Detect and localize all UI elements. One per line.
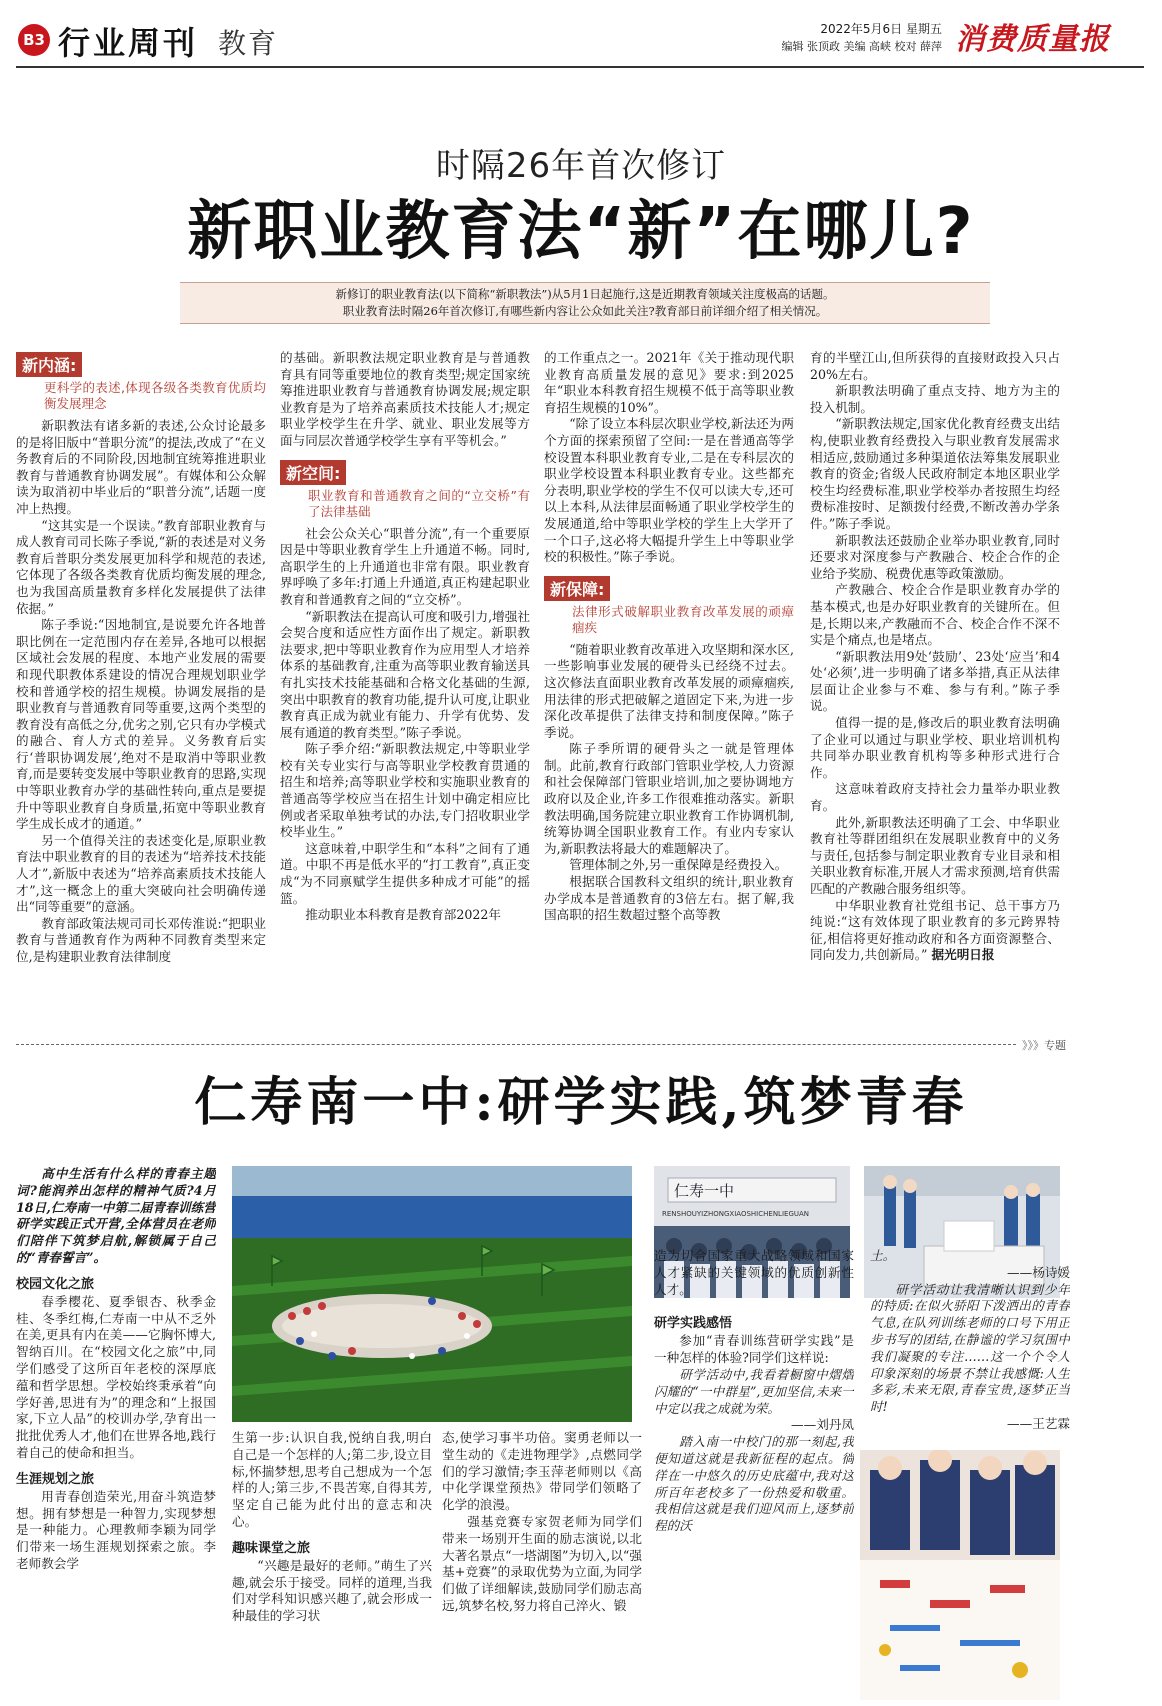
article1-lead-line2: 职业教育法时隔26年首次修订,有哪些新内容让公众如此关注?教育部日前详细介绍了相关情况。 [342,304,828,318]
paragraph: 态,使学习事半功倍。窦勇老师以一堂生动的《走进物理学》,点燃同学们的学习激情;李玉萍老师则以《高中化学课堂预热》带同学们领略了化学的浪漫。 [442,1430,642,1513]
paragraph: 值得一提的是,修改后的职业教育法明确了企业可以通过与职业学校、职业培训机构共同举办职业教育机构等多种形式进行合作。 [810,715,1060,780]
paragraph: 参加“青春训练营研学实践”是一种怎样的体验?同学们这样说: [654,1333,854,1366]
section-label: 新内涵: [16,352,82,377]
paragraph: 推动职业本科教育是教育部2022年 [305,907,501,923]
section-label: 新保障: [544,576,610,601]
photo-students-signing-banner [860,1450,1060,1700]
masthead [0,0,1162,70]
section-subtitle: 更科学的表述,体现各级各类教育优质均衡发展理念 [44,380,266,411]
article1-column-2 [280,350,530,1020]
quote-signature: ——刘丹凤 [791,1417,854,1433]
student-quote: 研学活动中,我看着橱窗中熠熠闪耀的“一中群星”,更加坚信,未来一中定以我之成就为荣。 [654,1366,854,1416]
paragraph: 新职教法明确了重点支持、地方为主的投入机制。 [810,383,1060,415]
paragraph: 新职教法还鼓励企业举办职业教育,同时还要求对深度参与产教融合、校企合作的企业给予奖励、税费优惠等政策激励。 [810,532,1060,581]
column-subsection: 教育 [218,27,279,60]
article1-column-1 [16,350,266,1020]
photo-group-on-field [232,1166,632,1422]
article1-column-4 [810,350,1060,1020]
student-quote: 踏入南一中校门的那一刻起,我便知道这就是我新征程的起点。徜徉在一中悠久的历史底蕴中,我对这所百年老校多了一份热爱和敬重。我相信这就是我们迎风而上,逐梦前程的沃 [654,1434,854,1534]
section-heading-new-space [280,460,530,520]
article1-lead-line1: 新修订的职业教育法(以下简称“新职教法”)从5月1日起施行,这是近期教育领域关注度极高的话题。 [335,287,835,301]
article2-column-3 [442,1430,642,1696]
section-heading-new-guarantee [544,576,794,636]
masthead-divider [16,66,1144,68]
field-photo-illustration [232,1166,632,1422]
subheading-career-planning: 生涯规划之旅 [16,1471,95,1487]
article1-column-3 [544,350,794,1020]
svg-text:RENSHOUYIZHONGXIAOSHICHENLIEGU: RENSHOUYIZHONGXIAOSHICHENLIEGUAN [662,1210,810,1218]
paragraph: 另一个值得关注的表述变化是,原职业教育法中职业教育的目的表述为“培养技术技能人才”,新版中表述为“培养高素质技术技能人才”,这一概念上的重大突破向社会明确传递出“同等重要”的意涵。 [16,832,266,915]
paragraph: “新职教法在提高认可度和吸引力,增强社会契合度和适应性方面作出了规定。新职教法要求,把中等职业教育作为应用型人才培养体系的基础教育,注重为高等职业教育输送具有扎实技术技能基础和合格文化基础的生源,突出中职教育的教育功能,提升认可度,让职业教育真正成为就业有能力、升学有优势、发展有通道的教育类型。”陈子季说。 [280,608,530,740]
article2-column-1 [16,1166,216,1696]
article2-column-4 [654,1248,854,1696]
paragraph-text: 中华职业教育社党组书记、总干事方乃纯说:“这有效体现了职业教育的多元跨界特征,相信将更好推动政府和各方面资源整合、同向发力,共创新局。” [810,897,1060,963]
paragraph: 新职教法有诸多新的表述,公众讨论最多的是将旧版中“普职分流”的提法,改成了“在义务教育后的不同阶段,因地制宜统筹推进职业教育与普通教育协调发展”。有媒体和公众解读为取消初中毕业后的“职普分流”,话题一度冲上热搜。 [16,418,266,516]
paragraph: 造为切合国家重大战略领域和国家人才紧缺的关键领域的优质创新性人才。 [654,1248,854,1297]
paragraph: 教育部政策法规司司长邓传淮说:“把职业教育与普通教育作为两种不同教育类型来定位,是构建职业教育法律制度 [16,915,266,964]
paragraph: 此外,新职教法还明确了工会、中华职业教育社等群团组织在发展职业教育中的义务与责任,包括参与制定职业教育专业目录和相关职业教育标准,开展人才需求预测,培育供需匹配的产教融合服务组织等。 [810,814,1060,896]
quote-signature: ——王艺霖 [1007,1415,1070,1431]
section-subtitle: 职业教育和普通教育之间的“立交桥”有了法律基础 [308,487,530,519]
column-name: 行业周刊 [58,24,199,62]
paragraph: 根据联合国教科文组织的统计,职业教育办学成本是普通教育的3倍左右。据了解,我国高职的招生数超过整个高等教 [544,874,794,923]
paragraph: 社会公众关心“职普分流”,有一个重要原因是中等职业教育学生上升通道不畅。同时,高职学生的上升通道也非常有限。职业教育界呼唤了多年:打通上升通道,真正构建起职业教育和普通教育之间的“立交桥”。 [280,525,530,607]
section-label: 新空间: [280,460,346,485]
paragraph: “随着职业教育改革进入攻坚期和深水区,一些影响事业发展的硬骨头已经绕不过去。这次修法直面职业教育改革发展的顽瘴痼疾,用法律的形式把破解之道固定下来,为进一步深化改革提供了法律支持和制度保障。”陈子季说。 [544,641,794,740]
article2-column-2 [232,1430,432,1696]
article2-column-5 [870,1248,1070,1448]
article2-headline: 仁寿南一中:研学实践,筑梦青春 [194,1072,968,1133]
svg-text:仁寿一中: 仁寿一中 [674,1182,735,1200]
paragraph: 用青春创造荣光,用奋斗筑造梦想。拥有梦想是一种智力,实现梦想是一种能力。心理教师李颖为同学们带来一场生涯规划探索之旅。李老师教会学 [16,1488,216,1571]
article1-kicker: 时隔26年首次修订 [435,146,727,186]
paragraph: 这意味着政府支持社会力量举办职业教育。 [810,781,1060,814]
editor-credits: 编辑 张顶政 美编 高峡 校对 薛萍 [781,40,942,53]
paragraph: “新职教法规定,国家优化教育经费支出结构,使职业教育经费投入与职业教育发展需求相适应,鼓励通过多种渠道依法筹集发展职业教育的资金;省级人民政府制定本地区职业学校生均经费标准,职业学校举办者按照生均经费标准按时、足额拨付经费,不断改善办学条件。”陈子季说。 [810,416,1060,531]
paragraph: 育的半壁江山,但所获得的直接财政投入只占20%左右。 [810,350,1060,382]
page-number-badge: B3 [18,24,50,56]
paragraph: 陈子季所谓的硬骨头之一就是管理体制。此前,教育行政部门管职业学校,人力资源和社会保障部门管职业培训,加之要协调地方政府以及企业,许多工作很难推动落实。新职教法明确,国务院建立职业教育工作协调机制,统筹协调全国职业教育工作。有业内专家认为,新职教法将最大的难题解决了。 [544,741,794,856]
paragraph: “除了设立本科层次职业学校,新法还为两个方面的探索预留了空间:一是在普通高等学校设置本科职业教育专业,二是在专科层次的职业学校设置本科职业教育专业。这些都充分表明,职业学校的学生不仅可以读大专,还可以上本科,从法律层面畅通了职业学校学生的发展通道,给中等职业学校的学生上大学开了一个口子,这必将大幅提升学生上中等职业学校的积极性。”陈子季说。 [544,416,794,565]
subheading-reflections: 研学实践感悟 [654,1316,733,1332]
paragraph: 产教融合、校企合作是职业教育办学的基本模式,也是办好职业教育的关键所在。但是,长期以来,产教融而不合、校企合作不深不实是个痛点,也是堵点。 [810,582,1060,648]
special-topic-tag: 》》》专题 [1022,1039,1066,1052]
paragraph: 陈子季介绍:“新职教法规定,中等职业学校有关专业实行与高等职业学校教育贯通的招生和培养;高等职业学校和实施职业教育的普通高等学校应当在招生计划中确定相应比例或者采取单独考试的办法,专门招收职业学校毕业生。” [280,741,530,840]
banner-photo-illustration [860,1450,1060,1700]
section-subtitle: 法律形式破解职业教育改革发展的顽瘴痼疾 [572,603,794,635]
paragraph: 的基础。新职教法规定职业教育是与普通教育具有同等重要地位的教育类型;规定国家统筹推进职业教育与普通教育协调发展;规定职业教育是为了培养高素质技术技能人才;规定职业学校学生在升学、就业、职业发展等方面与同层次普通学校学生享有平等机会。” [280,350,530,448]
paragraph: “兴趣是最好的老师。”萌生了兴趣,就会乐于接受。同样的道理,当我们对学科知识感兴趣了,就会形成一种最佳的学习状 [232,1557,432,1624]
subheading-fun-classroom: 趣味课堂之旅 [232,1540,311,1556]
quote-signature: ——杨诗媛 [1007,1264,1070,1280]
paragraph: 陈子季说:“因地制宜,是说要允许各地普职比例在一定范围内存在差异,各地可以根据区域社会发展的程度、本地产业发展的需要和现代职教体系建设的情况合理规划职业学校和普通学校的招生规模。协调发展指的是职业教育与普通教育同等重要,这两个类型的教育没有高低之分,优劣之别,它只有办学模式的融合、育人方式的差异。义务教育后实行‘普职协调发展’,绝对不是取消中等职业教育,而是要转变发展中等职业教育的思路,实现中等职业教育办学的基础性转向,重点是要提升中等职业教育自身质量,拓宽中等职业教育学生成长成才的通道。” [16,617,266,832]
section-heading-new-connotation [16,352,266,412]
student-quote: 研学活动让我清晰认识到少年的特质:在似火骄阳下泼洒出的青春气息,在队列训练老师的口号下用正步书写的团结,在静谧的学习氛围中我们凝聚的专注……这一个个令人印象深刻的场景不禁让我感慨:人生多彩,未来无限,青春宝贵,逐梦正当时! [870,1281,1070,1415]
article2-lead: 高中生活有什么样的青春主题词?能润养出怎样的精神气质?4月18日,仁寿南一中第二届青春训练营研学实践正式开营,全体营员在老师们陪伴下筑梦启航,解锁属于自己的“青春誓言”。 [16,1166,216,1265]
paragraph [810,898,1060,964]
issue-date: 2022年5月6日 星期五 [820,22,942,36]
paragraph: 春季樱花、夏季银杏、秋季金桂、冬季红梅,仁寿南一中从不乏外在美,更具有内在美——它胸怀博大,智纳百川。在“校园文化之旅”中,同学们感受了这所百年老校的深厚底蕴和哲学思想。学校始终秉承着“向学好善,思进有为”的理念和“上报国家,下立人品”的校训办学,孕育出一批批优秀人才,他们在世界各地,践行着自己的使命和担当。 [16,1293,216,1460]
paragraph: 管理体制之外,另一重保障是经费投入。 [569,857,788,873]
subheading-campus-culture: 校园文化之旅 [16,1276,95,1292]
paragraph: 生第一步:认识自我,悦纳自我,明白自己是一个怎样的人;第二步,设立目标,怀揣梦想,思考自己想成为一个怎样的人;第三步,不畏苦寒,自得其芳,坚定自己能为此付出的意志和决心。 [232,1430,432,1529]
paragraph: “这其实是一个误读。”教育部职业教育与成人教育司司长陈子季说,“新的表述是对义务教育后普职分类发展更加科学和规范的表述,它体现了各级各类教育优质均衡发展的理念,也为我国高质量教育多样化发展提供了法律依据。” [16,517,266,616]
paragraph: “新职教法用9处‘鼓励’、23处‘应当’和4处‘必须’,进一步明确了诸多举措,真正从法律层面让企业参与不难、参与有利。”陈子季说。 [810,648,1060,714]
source-credit: 据光明日报 [931,947,995,963]
paragraph: 强基竞赛专家贺老师为同学们带来一场别开生面的励志演说,以北大著名景点“一塔湖图”为切入,以“强基+竞赛”的录取优势为立面,为同学们做了详细解读,鼓励同学们励志高远,筑梦名校,努力将自己淬火、锻 [442,1513,642,1613]
article1-headline: 新职业教育法“新”在哪儿? [187,195,975,269]
paragraph: 的工作重点之一。2021年《关于推动现代职业教育高质量发展的意见》要求:到2025年“职业本科教育招生规模不低于高等职业教育招生规模的10%”。 [544,350,794,415]
paragraph: 这意味着,中职学生和“本科”之间有了通道。中职不再是低水平的“打工教育”,真正变成“为不同禀赋学生提供多种成才可能”的摇篮。 [280,840,530,906]
article1-lead-box [180,282,990,324]
student-quote-end: 土。 [870,1248,896,1263]
newspaper-logo: 消费质量报 [955,22,1110,57]
section-separator [16,1044,1016,1045]
